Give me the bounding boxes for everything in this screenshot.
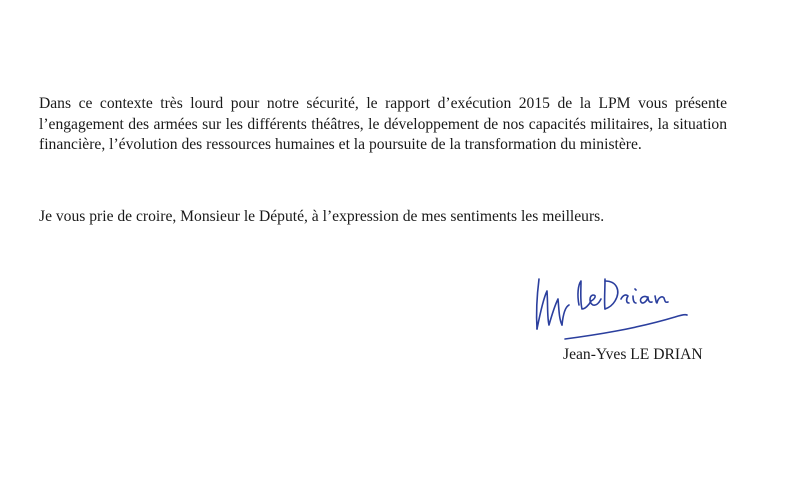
handwritten-signature — [525, 265, 705, 345]
letter-closing-formula: Je vous prie de croire, Monsieur le Député, à l’expression de mes sentiments les meilleurs. — [39, 208, 605, 225]
letter-paragraph-context: Dans ce contexte très lourd pour notre sécurité, le rapport d’exécution 2015 de la LPM vous présente l’engagement des armées sur les différents théâtres, le développement de nos capacités militaires, la situation financière, l’évolution des ressources humaines et la poursuite de la transformation du ministère. — [39, 95, 727, 153]
signature-scribble — [525, 265, 705, 345]
signatory-name: Jean-Yves LE DRIAN — [563, 346, 703, 363]
